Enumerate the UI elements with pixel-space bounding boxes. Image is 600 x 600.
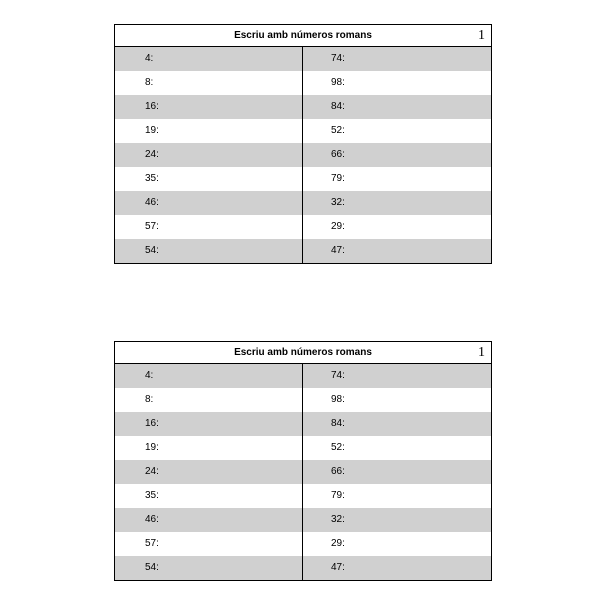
table-row [115, 484, 491, 508]
left-prompt: 16: [115, 412, 303, 436]
left-prompt: 8: [115, 71, 303, 95]
worksheet-top [114, 24, 492, 264]
worksheet-bottom [114, 341, 492, 581]
right-prompt: 32: [331, 197, 345, 208]
table-row [115, 95, 491, 119]
left-prompt: 8: [115, 388, 303, 412]
left-prompt: 54: [115, 556, 303, 580]
table-row [115, 508, 491, 532]
right-prompt: 84: [331, 418, 345, 429]
right-prompt: 74: [331, 53, 345, 64]
left-prompt: 4: [115, 364, 303, 388]
left-prompt: 16: [115, 95, 303, 119]
worksheet-title: Escriu amb números romans [234, 347, 372, 358]
left-prompt: 54: [115, 239, 303, 263]
left-prompt: 24: [115, 460, 303, 484]
table-row [115, 71, 491, 95]
left-prompt: 4: [115, 47, 303, 71]
table-row [115, 215, 491, 239]
left-prompt: 46: [115, 508, 303, 532]
table-row [115, 364, 491, 388]
worksheet-number: 1 [478, 345, 485, 360]
table-row [115, 436, 491, 460]
table-row [115, 191, 491, 215]
worksheet-header [115, 342, 491, 364]
left-prompt: 46: [115, 191, 303, 215]
table-row [115, 412, 491, 436]
worksheet-rows [115, 364, 491, 580]
left-prompt: 35: [115, 484, 303, 508]
right-prompt: 66: [331, 466, 345, 477]
right-prompt: 84: [331, 101, 345, 112]
left-prompt: 19: [115, 436, 303, 460]
right-prompt: 52: [331, 442, 345, 453]
right-prompt: 98: [331, 394, 345, 405]
table-row [115, 388, 491, 412]
right-prompt: 52: [331, 125, 345, 136]
left-prompt: 57: [115, 532, 303, 556]
table-row [115, 532, 491, 556]
right-prompt: 29: [331, 538, 345, 549]
right-prompt: 47: [331, 562, 345, 573]
worksheet-title: Escriu amb números romans [234, 30, 372, 41]
right-prompt: 79: [331, 173, 345, 184]
table-row [115, 239, 491, 263]
left-prompt: 24: [115, 143, 303, 167]
right-prompt: 79: [331, 490, 345, 501]
left-prompt: 19: [115, 119, 303, 143]
worksheet-rows [115, 47, 491, 263]
left-prompt: 57: [115, 215, 303, 239]
worksheet-number: 1 [478, 28, 485, 43]
table-row [115, 556, 491, 580]
worksheet-header [115, 25, 491, 47]
table-row [115, 460, 491, 484]
table-row [115, 47, 491, 71]
left-prompt: 35: [115, 167, 303, 191]
right-prompt: 29: [331, 221, 345, 232]
right-prompt: 47: [331, 245, 345, 256]
right-prompt: 32: [331, 514, 345, 525]
table-row [115, 167, 491, 191]
right-prompt: 98: [331, 77, 345, 88]
right-prompt: 74: [331, 370, 345, 381]
table-row [115, 143, 491, 167]
table-row [115, 119, 491, 143]
right-prompt: 66: [331, 149, 345, 160]
